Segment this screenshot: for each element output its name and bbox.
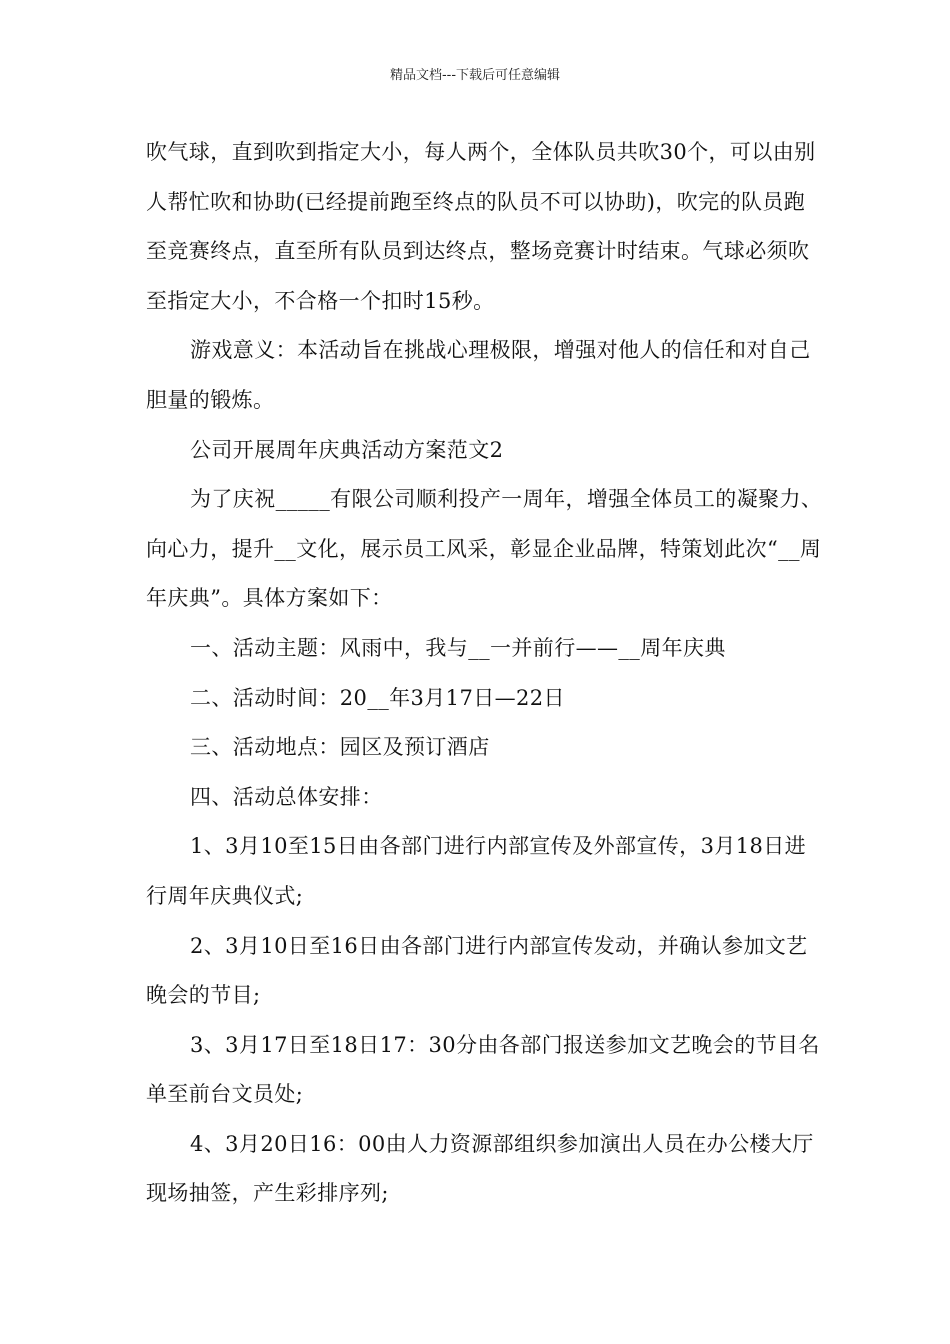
item-time: 二、活动时间：20__年3月17日—22日 xyxy=(190,685,565,710)
paragraph-game-meaning: 游戏意义：本活动旨在挑战心理极限，增强对他人的信任和对自己胆量的锻炼。 xyxy=(146,338,811,412)
paragraph-balloon-rules: 吹气球，直到吹到指定大小，每人两个，全体队员共吹30个，可以由别人帮忙吹和协助(已经提前跑至终点的队员不可以协助)，吹完的队员跑至竞赛终点，直至所有队员到达终点，整场竞赛计时结束。气球必须吹至指定大小，不合格一个扣时15秒。 xyxy=(146,140,816,313)
arrangement-step-2: 2、3月10日至16日由各部门进行内部宣传发动，并确认参加文艺晚会的节目; xyxy=(146,933,808,1008)
page-header: 精品文档---下载后可任意编辑 xyxy=(389,68,561,83)
item-location: 三、活动地点：园区及预订酒店 xyxy=(190,735,490,760)
item-arrangement: 四、活动总体安排： xyxy=(190,784,383,809)
paragraph-intro: 为了庆祝_____有限公司顺利投产一周年，增强全体员工的凝聚力、向心力，提升__文化，展示员工风采，彰显企业品牌，特策划此次“__周年庆典”。具体方案如下： xyxy=(146,487,823,611)
item-theme: 一、活动主题：风雨中，我与__一并前行——__周年庆典 xyxy=(190,635,726,660)
arrangement-step-1: 1、3月10至15日由各部门进行内部宣传及外部宣传，3月18日进行周年庆典仪式; xyxy=(146,834,807,908)
section-title: 公司开展周年庆典活动方案范文2 xyxy=(190,437,504,462)
document-body xyxy=(146,128,826,1219)
arrangement-step-4: 4、3月20日16：00由人力资源部组织参加演出人员在办公楼大厅现场抽签，产生彩排序列; xyxy=(146,1131,814,1206)
arrangement-step-3: 3、3月17日至18日17：30分由各部门报送参加文艺晚会的节目名单至前台文员处; xyxy=(146,1032,820,1107)
